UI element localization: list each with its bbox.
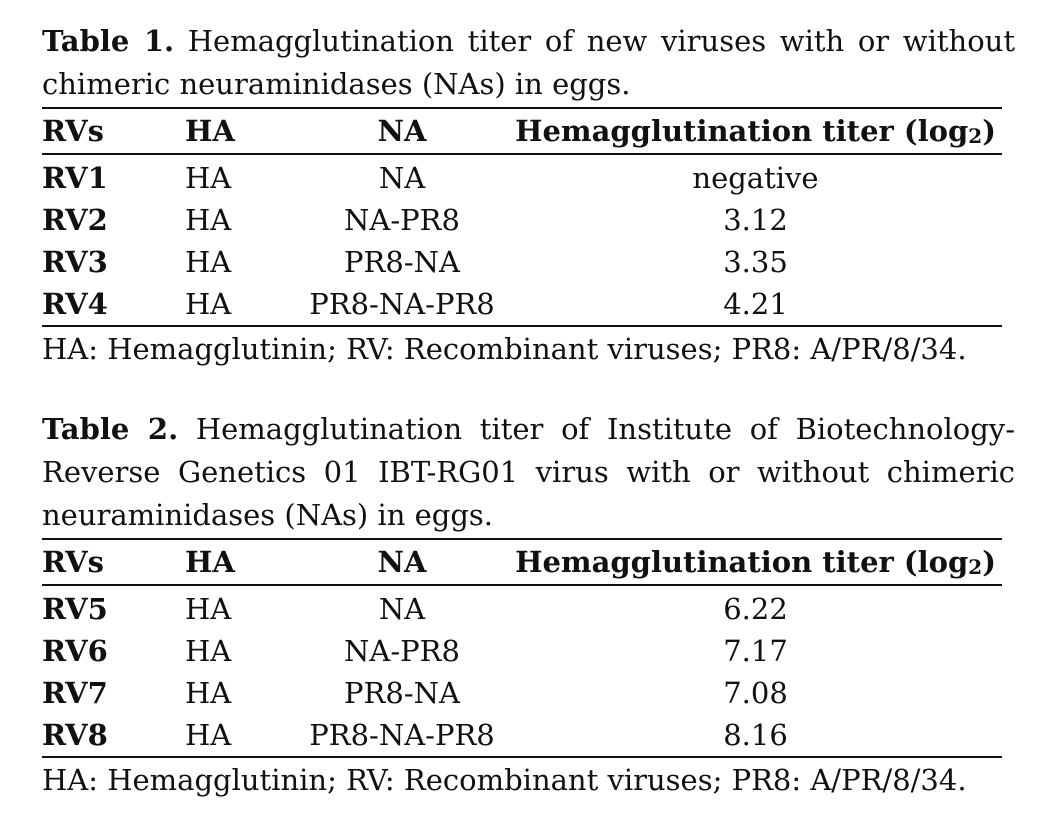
cell-rv: RV2	[42, 203, 108, 237]
cell-titer: 3.35	[723, 245, 788, 279]
cell-titer: 8.16	[723, 718, 788, 752]
cell-titer: 7.08	[723, 676, 788, 710]
column-header-na: NA	[377, 545, 427, 579]
cell-titer: 3.12	[723, 203, 788, 237]
table-row	[42, 585, 1002, 630]
cell-titer: negative	[692, 161, 819, 195]
cell-rv: RV3	[42, 245, 108, 279]
cell-ha: HA	[185, 287, 232, 321]
cell-ha: HA	[185, 718, 232, 752]
table-1-label: Table 1.	[42, 24, 175, 58]
cell-ha: HA	[185, 245, 232, 279]
table-row	[42, 714, 1002, 757]
table-2	[42, 538, 1002, 758]
titer-header-text: Hemagglutination titer (log	[515, 114, 969, 148]
titer-header-close: )	[982, 114, 996, 148]
column-header-ha: HA	[185, 114, 235, 148]
table-2-header-row	[42, 539, 1002, 585]
cell-na: NA	[378, 161, 426, 195]
column-header-titer	[509, 108, 1002, 154]
table-row	[42, 630, 1002, 672]
table-1-block	[42, 20, 1015, 371]
table-2-caption-text: Hemagglutination titer of Institute of Biotechnology-Reverse Genetics 01 IBT-RG01 virus with or without chimeric neuraminidases (NAs) in eggs.	[42, 412, 1015, 532]
cell-na: PR8-NA	[344, 245, 460, 279]
column-header-rvs: RVs	[42, 545, 104, 579]
cell-ha: HA	[185, 592, 232, 626]
cell-ha: HA	[185, 676, 232, 710]
column-header-na: NA	[377, 114, 427, 148]
cell-titer: 4.21	[723, 287, 788, 321]
cell-na: NA-PR8	[344, 634, 460, 668]
table-1-caption-text: Hemagglutination titer of new viruses with or without chimeric neuraminidases (NAs) in eggs.	[42, 24, 1015, 101]
cell-na: PR8-NA	[344, 676, 460, 710]
column-header-titer	[509, 539, 1002, 585]
cell-titer: 7.17	[723, 634, 788, 668]
cell-rv: RV8	[42, 718, 108, 752]
table-1-header-row	[42, 108, 1002, 154]
table-1-footnote: HA: Hemagglutinin; RV: Recombinant viruses; PR8: A/PR/8/34.	[42, 332, 967, 366]
cell-rv: RV4	[42, 287, 108, 321]
table-row	[42, 283, 1002, 326]
cell-na: PR8-NA-PR8	[309, 718, 495, 752]
table-row	[42, 199, 1002, 241]
cell-ha: HA	[185, 161, 232, 195]
cell-rv: RV5	[42, 592, 108, 626]
cell-na: NA	[378, 592, 426, 626]
titer-header-subscript: 2	[968, 124, 983, 148]
cell-rv: RV1	[42, 161, 108, 195]
table-2-footnote: HA: Hemagglutinin; RV: Recombinant viruses; PR8: A/PR/8/34.	[42, 763, 967, 797]
cell-ha: HA	[185, 634, 232, 668]
table-row	[42, 672, 1002, 714]
cell-ha: HA	[185, 203, 232, 237]
table-2-label: Table 2.	[42, 412, 179, 446]
table-1	[42, 107, 1002, 327]
titer-header-subscript: 2	[968, 555, 983, 579]
cell-na: NA-PR8	[344, 203, 460, 237]
titer-header-close: )	[982, 545, 996, 579]
table-2-caption	[42, 408, 1015, 538]
cell-rv: RV6	[42, 634, 108, 668]
table-1-caption	[42, 20, 1015, 107]
cell-na: PR8-NA-PR8	[309, 287, 495, 321]
table-row	[42, 154, 1002, 199]
table-row	[42, 241, 1002, 283]
table-2-block	[42, 408, 1015, 802]
column-header-ha: HA	[185, 545, 235, 579]
cell-titer: 6.22	[723, 592, 788, 626]
cell-rv: RV7	[42, 676, 108, 710]
column-header-rvs: RVs	[42, 114, 104, 148]
titer-header-text: Hemagglutination titer (log	[515, 545, 969, 579]
